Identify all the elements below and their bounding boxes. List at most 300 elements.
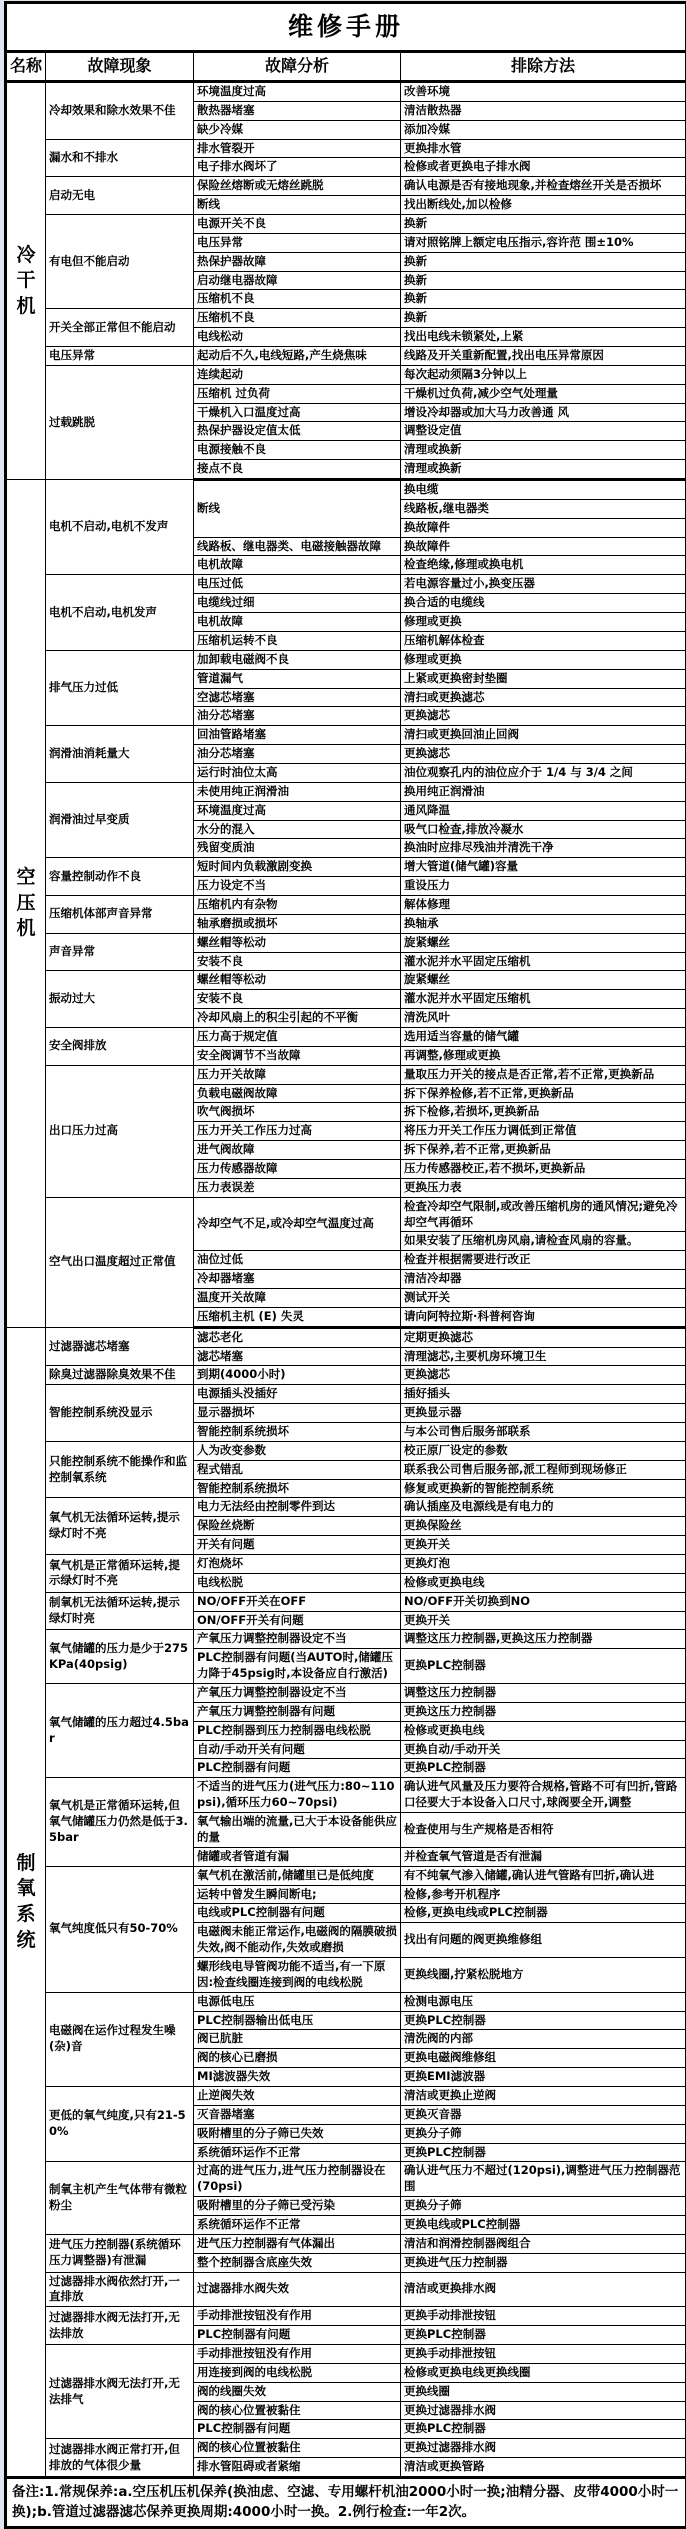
analysis-cell: 压缩机不良 — [194, 290, 401, 309]
column-header-name: 名称 — [6, 52, 46, 82]
phenomenon-cell: 容量控制动作不良 — [46, 858, 194, 896]
solution-cell: 增设冷却器或加大马力改善通 风 — [401, 403, 686, 422]
phenomenon-cell: 过滤器排水阀无法打开,无法排气 — [46, 2344, 194, 2438]
solution-cell: 校正原厂设定的参数 — [401, 1441, 686, 1460]
solution-cell: 改善环境 — [401, 82, 686, 102]
analysis-cell: PLC控制器有问题 — [194, 2326, 401, 2345]
solution-cell: 若电源容量过小,换变压器 — [401, 575, 686, 594]
solution-cell: 拆下检修,若损坏,更换新品 — [401, 1103, 686, 1122]
phenomenon-cell: 氧气机是正常循环运转,提示绿灯时不亮 — [46, 1555, 194, 1593]
analysis-cell: 进气阀故障 — [194, 1141, 401, 1160]
analysis-cell: 系统循环运作不正常 — [194, 2215, 401, 2234]
solution-cell: 更换线圈 — [401, 2382, 686, 2401]
analysis-cell: 显示器损坏 — [194, 1404, 401, 1423]
analysis-cell: 电源低电压 — [194, 1992, 401, 2011]
table-row — [6, 215, 686, 234]
solution-cell: 更换自动/手动开关 — [401, 1740, 686, 1759]
analysis-cell: 压力高于规定值 — [194, 1027, 401, 1046]
table-row — [6, 726, 686, 745]
analysis-cell: 止逆阀失效 — [194, 2086, 401, 2105]
solution-cell: 换新 — [401, 309, 686, 328]
analysis-cell: 阀的核心已磨损 — [194, 2049, 401, 2068]
analysis-cell: 螺形线电导管阀功能不适当,有一下原因:检查线圈连接到阀的电线松脱 — [194, 1957, 401, 1992]
table-row — [6, 1065, 686, 1084]
phenomenon-cell: 除臭过滤器除臭效果不佳 — [46, 1366, 194, 1385]
table-row — [6, 480, 686, 500]
solution-cell: 灌水泥并水平固定压缩机 — [401, 952, 686, 971]
phenomenon-cell: 开关全部正常但不能启动 — [46, 309, 194, 347]
analysis-cell: 压缩机主机 (E) 失灵 — [194, 1307, 401, 1327]
analysis-cell: 运行时油位太高 — [194, 763, 401, 782]
solution-cell: 压缩机解体检查 — [401, 631, 686, 650]
table-row — [6, 2086, 686, 2105]
analysis-cell: 电机故障 — [194, 556, 401, 575]
solution-cell: 更换分子筛 — [401, 2197, 686, 2216]
phenomenon-cell: 过滤器排水阀正常打开,但排放的气体很少量 — [46, 2439, 194, 2478]
solution-cell: 请向阿特拉斯·科普柯咨询 — [401, 1307, 686, 1327]
analysis-cell: 用连接到阀的电线松脱 — [194, 2363, 401, 2382]
table-row — [6, 177, 686, 196]
table-row — [6, 971, 686, 990]
solution-cell: 清扫或更换回油止回阀 — [401, 726, 686, 745]
analysis-cell: 负载电磁阀故障 — [194, 1084, 401, 1103]
solution-cell: 换轴承 — [401, 914, 686, 933]
solution-cell: 清洗阀的内部 — [401, 2030, 686, 2049]
phenomenon-cell: 氧气机是正常循环运转,但氧气储罐压力仍然是低于3.5bar — [46, 1778, 194, 1866]
solution-cell: 找出电线未锁紧处,上紧 — [401, 328, 686, 347]
solution-cell: 更换PLC控制器 — [401, 2143, 686, 2162]
analysis-cell: 加卸载电磁阀不良 — [194, 650, 401, 669]
phenomenon-cell: 电压异常 — [46, 347, 194, 366]
phenomenon-cell: 进气压力控制器(系统循环压力调整器)有泄漏 — [46, 2234, 194, 2272]
analysis-cell: PLC控制器有问题 — [194, 1759, 401, 1778]
solution-cell: 每次起动须隔3分钟以上 — [401, 365, 686, 384]
solution-cell: 清理滤芯,主要机房环境卫生 — [401, 1347, 686, 1366]
analysis-cell: 排水管阻碍或者紧缩 — [194, 2458, 401, 2478]
phenomenon-cell: 过滤器滤芯堵塞 — [46, 1327, 194, 1366]
solution-cell: 上紧或更换密封垫圈 — [401, 669, 686, 688]
analysis-cell: 阀已肮脏 — [194, 2030, 401, 2049]
table-row — [6, 365, 686, 384]
solution-cell: 旋紧螺丝 — [401, 971, 686, 990]
phenomenon-cell: 过滤器排水阀依然打开,一直排放 — [46, 2272, 194, 2307]
solution-cell: 解体修理 — [401, 895, 686, 914]
phenomenon-cell: 氧气储罐的压力超过4.5bar — [46, 1684, 194, 1778]
solution-cell: 检查冷却空气限制,或改善压缩机房的通风情况;避免冷却空气再循环 — [401, 1197, 686, 1232]
phenomenon-cell: 启动无电 — [46, 177, 194, 215]
analysis-cell: 冷却风扇上的积尘引起的不平衡 — [194, 1009, 401, 1028]
analysis-cell: 断线 — [194, 480, 401, 538]
solution-cell: 线路板,继电器类 — [401, 499, 686, 518]
analysis-cell: 保险丝熔断或无熔丝跳脱 — [194, 177, 401, 196]
phenomenon-cell: 制氧主机产生气体带有微粒粉尘 — [46, 2162, 194, 2234]
phenomenon-cell: 过载跳脱 — [46, 365, 194, 479]
solution-cell: 有不纯氧气渗入储罐,确认进气管路有凹折,确认进 — [401, 1866, 686, 1885]
analysis-cell: 起动后不久,电线短路,产生烧焦味 — [194, 347, 401, 366]
solution-cell: 将压力开关工作压力调低到正常值 — [401, 1122, 686, 1141]
analysis-cell: 油位过低 — [194, 1251, 401, 1270]
solution-cell: 清洁和润滑控制器阀组合 — [401, 2234, 686, 2253]
analysis-cell: 电力无法经由控制零件到达 — [194, 1498, 401, 1517]
section-name-cell: 冷 干 机 — [6, 82, 46, 480]
solution-cell: 更换滤芯 — [401, 707, 686, 726]
solution-cell: 清洁冷却器 — [401, 1270, 686, 1289]
solution-cell: 更换这压力控制器 — [401, 1702, 686, 1721]
phenomenon-cell: 电机不启动,电机发声 — [46, 575, 194, 650]
analysis-cell: 冷却器堵塞 — [194, 1270, 401, 1289]
solution-cell: 换新 — [401, 252, 686, 271]
solution-cell: 更换排水管 — [401, 139, 686, 158]
solution-cell: 更换显示器 — [401, 1404, 686, 1423]
solution-cell: 确认插座及电源线是有电力的 — [401, 1498, 686, 1517]
solution-cell: 吸气口检查,排放冷凝水 — [401, 820, 686, 839]
solution-cell: 更换线圈,拧紧松脱地方 — [401, 1957, 686, 1992]
solution-cell: 调整这压力控制器,更换这压力控制器 — [401, 1630, 686, 1649]
phenomenon-cell: 只能控制系统不能操作和监控制氧系统 — [46, 1441, 194, 1498]
table-row — [6, 347, 686, 366]
solution-cell: 更换进气压力控制器 — [401, 2253, 686, 2272]
solution-cell: 更换PLC控制器 — [401, 2420, 686, 2439]
table-row — [6, 1197, 686, 1232]
solution-cell: 油位观察孔内的油位应介于 1/4 与 3/4 之间 — [401, 763, 686, 782]
analysis-cell: 热保护器故障 — [194, 252, 401, 271]
analysis-cell: 排水管裂开 — [194, 139, 401, 158]
analysis-cell: 产氧压力调整控制器设定不当 — [194, 1684, 401, 1703]
solution-cell: 更换PLC控制器 — [401, 2011, 686, 2030]
solution-cell: 重设压力 — [401, 877, 686, 896]
solution-cell: 清理或换新 — [401, 460, 686, 480]
analysis-cell: 开关有问题 — [194, 1536, 401, 1555]
solution-cell: 确认电源是否有接地现象,并检查熔丝开关是否损坏 — [401, 177, 686, 196]
solution-cell: 确认进气风量及压力要符合规格,管路不可有凹折,管路口径要大于本设备入口尺寸,球阀要全开,调整 — [401, 1778, 686, 1813]
solution-cell: 换新 — [401, 271, 686, 290]
phenomenon-cell: 振动过大 — [46, 971, 194, 1028]
analysis-cell: 轴承磨损或损坏 — [194, 914, 401, 933]
table-row — [6, 575, 686, 594]
solution-cell: 检修,参考开机程序 — [401, 1885, 686, 1904]
analysis-cell: 压缩机运转不良 — [194, 631, 401, 650]
solution-cell: 换油时应排尽残油并清洗干净 — [401, 839, 686, 858]
table-row — [6, 858, 686, 877]
section-name-cell: 空 压 机 — [6, 480, 46, 1328]
analysis-cell: 吹气阀损坏 — [194, 1103, 401, 1122]
analysis-cell: 连续起动 — [194, 365, 401, 384]
solution-cell: 选用适当容量的储气罐 — [401, 1027, 686, 1046]
analysis-cell: 电源开关不良 — [194, 215, 401, 234]
phenomenon-cell: 排气压力过低 — [46, 650, 194, 725]
solution-cell: 更换手动排泄按钮 — [401, 2344, 686, 2363]
solution-cell: 增大管道(储气罐)容量 — [401, 858, 686, 877]
analysis-cell: 短时间内负载激剧变换 — [194, 858, 401, 877]
table-row — [6, 2234, 686, 2253]
solution-cell: 再调整,修理或更换 — [401, 1046, 686, 1065]
analysis-cell: 安全阀调节不当故障 — [194, 1046, 401, 1065]
solution-cell: 找出断线处,加以检修 — [401, 196, 686, 215]
analysis-cell: 灭音器堵塞 — [194, 2105, 401, 2124]
analysis-cell: 电压过低 — [194, 575, 401, 594]
solution-cell: 更换保险丝 — [401, 1517, 686, 1536]
analysis-cell: 人为改变参数 — [194, 1441, 401, 1460]
analysis-cell: 阀的核心位置被黏住 — [194, 2401, 401, 2420]
analysis-cell: 手动排泄按钮没有作用 — [194, 2307, 401, 2326]
analysis-cell: 电磁阀未能正常运作,电磁阀的隔膜破损失效,阀不能动作,失效或磨损 — [194, 1923, 401, 1958]
solution-cell: 更换滤芯 — [401, 745, 686, 764]
solution-cell: 调整这压力控制器 — [401, 1684, 686, 1703]
solution-cell: 换合适的电缆线 — [401, 594, 686, 613]
solution-cell: 换故障件 — [401, 518, 686, 537]
analysis-cell: 储罐或者管道有漏 — [194, 1847, 401, 1866]
analysis-cell: NO/OFF开关在OFF — [194, 1592, 401, 1611]
footer-note: 备注:1.常规保养:a.空压机压机保养(换油虑、空滤、专用螺杆机油2000小时一换;油精分器、皮带4000小时一换);b.管道过滤器滤芯保养更换周期:4000小时一换。2.例行检查:一年2次。 — [6, 2478, 686, 2528]
analysis-cell: 温度开关故障 — [194, 1289, 401, 1308]
solution-cell: 换新 — [401, 290, 686, 309]
table-row — [6, 1592, 686, 1611]
solution-cell: 检查使用与生产规格是否相符 — [401, 1813, 686, 1848]
table-row — [6, 1327, 686, 1347]
solution-cell: 线路及开关重新配置,找出电压异常原因 — [401, 347, 686, 366]
solution-cell: 请对照铭牌上额定电压指示,容许范 围±10% — [401, 233, 686, 252]
analysis-cell: 冷却空气不足,或冷却空气温度过高 — [194, 1197, 401, 1251]
analysis-cell: 智能控制系统损坏 — [194, 1423, 401, 1442]
phenomenon-cell: 冷却效果和除水效果不佳 — [46, 82, 194, 140]
analysis-cell: 未使用纯正润滑油 — [194, 782, 401, 801]
phenomenon-cell: 空气出口温度超过正常值 — [46, 1197, 194, 1327]
solution-cell: 清洗风叶 — [401, 1009, 686, 1028]
analysis-cell: 过滤器排水阀失效 — [194, 2272, 401, 2307]
analysis-cell: 环境温度过高 — [194, 82, 401, 102]
phenomenon-cell: 压缩机体部声音异常 — [46, 895, 194, 933]
solution-cell: 检修,更换电线或PLC控制器 — [401, 1904, 686, 1923]
column-header-phenomenon: 故障现象 — [46, 52, 194, 82]
table-row — [6, 309, 686, 328]
table-row — [6, 1555, 686, 1574]
analysis-cell: 回油管路堵塞 — [194, 726, 401, 745]
solution-cell: 清理或换新 — [401, 441, 686, 460]
table-row — [6, 1366, 686, 1385]
table-row — [6, 2272, 686, 2307]
solution-cell: 量取压力开关的接点是否正常,若不正常,更换新品 — [401, 1065, 686, 1084]
solution-cell: 检修或更换电线 — [401, 1721, 686, 1740]
table-row — [6, 650, 686, 669]
solution-cell: 拆下保养,若不正常,更换新品 — [401, 1141, 686, 1160]
analysis-cell: MI滤波器失效 — [194, 2068, 401, 2087]
analysis-cell: PLC控制器输出低电压 — [194, 2011, 401, 2030]
analysis-cell: 程式错乱 — [194, 1460, 401, 1479]
table-row — [6, 2307, 686, 2326]
table-row — [6, 1027, 686, 1046]
analysis-cell: 环境温度过高 — [194, 801, 401, 820]
analysis-cell: 电压异常 — [194, 233, 401, 252]
phenomenon-cell: 氧气纯度低只有50-70% — [46, 1866, 194, 1992]
analysis-cell: 启动继电器故障 — [194, 271, 401, 290]
manual-table — [4, 1, 686, 2529]
solution-cell: 更换电磁阀维修组 — [401, 2049, 686, 2068]
solution-cell: 更换PLC控制器 — [401, 1649, 686, 1684]
solution-cell: 找出有问题的阀更换维修组 — [401, 1923, 686, 1958]
analysis-cell: 电机故障 — [194, 613, 401, 632]
analysis-cell: ON/OFF开关有问题 — [194, 1611, 401, 1630]
solution-cell: 修理或更换 — [401, 613, 686, 632]
analysis-cell: 电源插头没插好 — [194, 1385, 401, 1404]
table-row — [6, 2162, 686, 2197]
solution-cell: 压力传感器校正,若不损坏,更换新品 — [401, 1159, 686, 1178]
solution-cell: 清洁散热器 — [401, 101, 686, 120]
solution-cell: 更换过滤器排水阀 — [401, 2439, 686, 2458]
solution-cell: 换故障件 — [401, 537, 686, 556]
table-row — [6, 139, 686, 158]
solution-cell: 更换PLC控制器 — [401, 2326, 686, 2345]
analysis-cell: 螺丝帽等松动 — [194, 933, 401, 952]
analysis-cell: 运转中曾发生瞬间断电; — [194, 1885, 401, 1904]
solution-cell: 拆下保养检修,若不正常,更换新品 — [401, 1084, 686, 1103]
phenomenon-cell: 氧气储罐的压力是少于275KPa(40psig) — [46, 1630, 194, 1684]
analysis-cell: 螺丝帽等松动 — [194, 971, 401, 990]
analysis-cell: 智能控制系统损坏 — [194, 1479, 401, 1498]
manual-table-body — [6, 82, 686, 2478]
solution-cell: 定期更换滤芯 — [401, 1327, 686, 1347]
analysis-cell: 压力设定不当 — [194, 877, 401, 896]
phenomenon-cell: 智能控制系统没显示 — [46, 1385, 194, 1442]
solution-cell: 与本公司售后服务部联系 — [401, 1423, 686, 1442]
analysis-cell: 到期(4000小时) — [194, 1366, 401, 1385]
analysis-cell: 压缩机 过负荷 — [194, 384, 401, 403]
solution-cell: 修理或更换 — [401, 650, 686, 669]
phenomenon-cell: 制氧机无法循环运转,提示绿灯时亮 — [46, 1592, 194, 1630]
analysis-cell: 整个控制器含底座失效 — [194, 2253, 401, 2272]
table-row — [6, 782, 686, 801]
solution-cell: 检查并根据需要进行改正 — [401, 1251, 686, 1270]
analysis-cell: PLC控制器有问题(当AUTO时,储罐压力降于45psig时,本设备应自行激活) — [194, 1649, 401, 1684]
solution-cell: 更换压力表 — [401, 1178, 686, 1197]
solution-cell: 通风降温 — [401, 801, 686, 820]
solution-cell: 旋紧螺丝 — [401, 933, 686, 952]
analysis-cell: 散热器堵塞 — [194, 101, 401, 120]
table-row — [6, 1866, 686, 1885]
analysis-cell: 压力表误差 — [194, 1178, 401, 1197]
footer-row — [6, 2478, 686, 2528]
solution-cell: 更换EMI滤波器 — [401, 2068, 686, 2087]
column-header-solution: 排除方法 — [401, 52, 686, 82]
analysis-cell: 线路板、继电器类、电磁接触器故障 — [194, 537, 401, 556]
solution-cell: 检查绝缘,修理或换电机 — [401, 556, 686, 575]
header-row — [6, 52, 686, 82]
analysis-cell: 不适当的进气压力(进气压力:80~110psi),循环压力60~70psi) — [194, 1778, 401, 1813]
solution-cell: 清洁或更换管路 — [401, 2458, 686, 2478]
analysis-cell: 灯泡烧坏 — [194, 1555, 401, 1574]
analysis-cell: 压力开关故障 — [194, 1065, 401, 1084]
solution-cell: 更换滤芯 — [401, 1366, 686, 1385]
solution-cell: 修复或更换新的智能控制系统 — [401, 1479, 686, 1498]
table-row — [6, 1992, 686, 2011]
phenomenon-cell: 更低的氧气纯度,只有21-50% — [46, 2086, 194, 2161]
solution-cell: 更换手动排泄按钮 — [401, 2307, 686, 2326]
solution-cell: 清洁或更换止逆阀 — [401, 2086, 686, 2105]
analysis-cell: 保险丝烧断 — [194, 1517, 401, 1536]
solution-cell: 更换开关 — [401, 1536, 686, 1555]
solution-cell: 更换过滤器排水阀 — [401, 2401, 686, 2420]
analysis-cell: 压力开关工作压力过高 — [194, 1122, 401, 1141]
solution-cell: 添加冷媒 — [401, 120, 686, 139]
analysis-cell: 残留变质油 — [194, 839, 401, 858]
analysis-cell: 产氧压力调整控制器有问题 — [194, 1702, 401, 1721]
analysis-cell: 产氧压力调整控制器设定不当 — [194, 1630, 401, 1649]
phenomenon-cell: 过滤器排水阀无法打开,无法排放 — [46, 2307, 194, 2345]
analysis-cell: 干燥机入口温度过高 — [194, 403, 401, 422]
solution-cell: 灌水泥并水平固定压缩机 — [401, 990, 686, 1009]
analysis-cell: 管道漏气 — [194, 669, 401, 688]
solution-cell: 检修或更换电线 — [401, 1573, 686, 1592]
analysis-cell: 断线 — [194, 196, 401, 215]
solution-cell: 干燥机过负荷,减少空气处理量 — [401, 384, 686, 403]
solution-cell: 换新 — [401, 215, 686, 234]
phenomenon-cell: 电机不启动,电机不发声 — [46, 480, 194, 575]
analysis-cell: 吸附槽里的分子筛已失效 — [194, 2124, 401, 2143]
table-row — [6, 1630, 686, 1649]
analysis-cell: 压缩机内有杂物 — [194, 895, 401, 914]
analysis-cell: 过高的进气压力,进气压力控制器设在(70psi) — [194, 2162, 401, 2197]
analysis-cell: 吸附槽里的分子筛已受污染 — [194, 2197, 401, 2216]
table-row — [6, 1684, 686, 1703]
analysis-cell: 阀的线圈失效 — [194, 2382, 401, 2401]
phenomenon-cell: 漏水和不排水 — [46, 139, 194, 177]
table-row — [6, 2439, 686, 2458]
solution-cell: 并检查氧气管道是否有泄漏 — [401, 1847, 686, 1866]
solution-cell: 换用纯正润滑油 — [401, 782, 686, 801]
analysis-cell: 氧气输出端的流量,已大于本设备能供应的量 — [194, 1813, 401, 1848]
solution-cell: 插好插头 — [401, 1385, 686, 1404]
analysis-cell: 压力传感器故障 — [194, 1159, 401, 1178]
phenomenon-cell: 氧气机无法循环运转,提示绿灯时不亮 — [46, 1498, 194, 1555]
solution-cell: 更换分子筛 — [401, 2124, 686, 2143]
analysis-cell: 氧气机在激活前,储罐里已是低纯度 — [194, 1866, 401, 1885]
column-header-analysis: 故障分析 — [194, 52, 401, 82]
phenomenon-cell: 有电但不能启动 — [46, 215, 194, 309]
table-row — [6, 1441, 686, 1460]
analysis-cell: 电线松动 — [194, 328, 401, 347]
analysis-cell: 电线或PLC控制器有问题 — [194, 1904, 401, 1923]
analysis-cell: 滤芯堵塞 — [194, 1347, 401, 1366]
solution-cell: 检修或更换电线更换线圈 — [401, 2363, 686, 2382]
analysis-cell: 电子排水阀坏了 — [194, 158, 401, 177]
maintenance-manual-document — [4, 1, 685, 2529]
solution-cell: 更换开关 — [401, 1611, 686, 1630]
analysis-cell: 进气压力控制器有气体漏出 — [194, 2234, 401, 2253]
phenomenon-cell: 润滑油消耗量大 — [46, 726, 194, 783]
title-row — [6, 3, 686, 52]
phenomenon-cell: 润滑油过早变质 — [46, 782, 194, 857]
solution-cell: NO/OFF开关切换到NO — [401, 1592, 686, 1611]
solution-cell: 更换PLC控制器 — [401, 1759, 686, 1778]
analysis-cell: 电缆线过细 — [194, 594, 401, 613]
phenomenon-cell: 安全阀排放 — [46, 1027, 194, 1065]
phenomenon-cell: 声音异常 — [46, 933, 194, 971]
analysis-cell: 压缩机不良 — [194, 309, 401, 328]
table-row — [6, 1498, 686, 1517]
analysis-cell: 滤芯老化 — [194, 1327, 401, 1347]
solution-cell: 更换灭音器 — [401, 2105, 686, 2124]
analysis-cell: PLC控制器有问题 — [194, 2420, 401, 2439]
solution-cell: 更换灯泡 — [401, 1555, 686, 1574]
solution-cell: 检修或者更换电子排水阀 — [401, 158, 686, 177]
analysis-cell: 电源接触不良 — [194, 441, 401, 460]
table-row — [6, 1385, 686, 1404]
solution-cell: 检测电源电压 — [401, 1992, 686, 2011]
analysis-cell: 油分芯堵塞 — [194, 707, 401, 726]
analysis-cell: 系统循环运作不正常 — [194, 2143, 401, 2162]
solution-cell: 更换电线或PLC控制器 — [401, 2215, 686, 2234]
solution-cell: 清洁或更换排水阀 — [401, 2272, 686, 2307]
analysis-cell: 接点不良 — [194, 460, 401, 480]
